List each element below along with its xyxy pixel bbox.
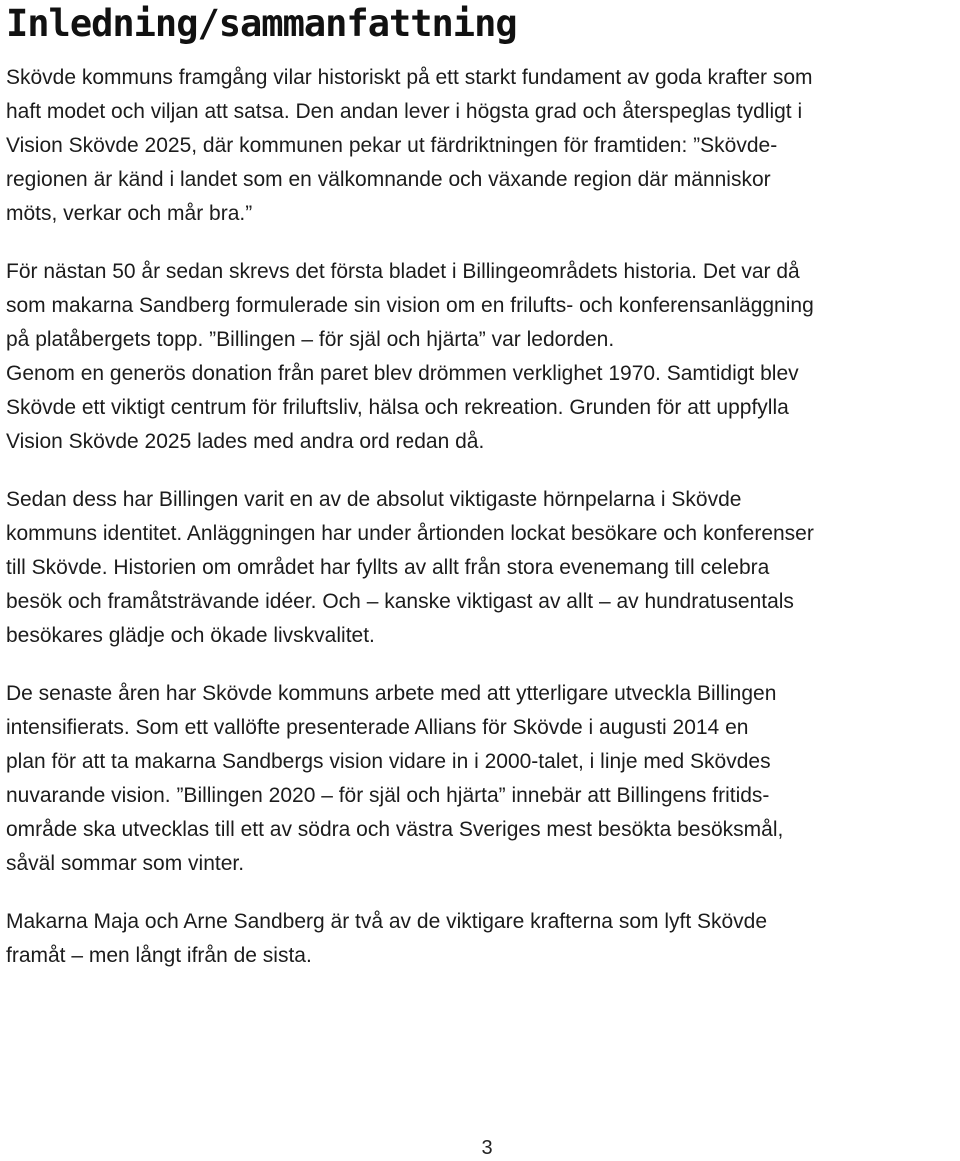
text-line: kommuns identitet. Anläggningen har under årtionden lockat besökare och konferenser (6, 522, 814, 545)
text-line: Vision Skövde 2025 lades med andra ord redan då. (6, 430, 485, 453)
text-line: regionen är känd i landet som en välkomnande och växande region där människor (6, 168, 771, 191)
paragraph-development (6, 677, 946, 881)
text-line: till Skövde. Historien om området har fyllts av allt från stora evenemang till celebra (6, 556, 770, 579)
text-line: på platåbergets topp. ”Billingen – för själ och hjärta” var ledorden. (6, 328, 615, 351)
page-title: Inledning/sammanfattning (6, 2, 517, 45)
text-line: För nästan 50 år sedan skrevs det första bladet i Billingeområdets historia. Det var då (6, 260, 800, 283)
text-line: besökares glädje och ökade livskvalitet. (6, 624, 375, 647)
paragraph-intro (6, 61, 946, 231)
text-line: nuvarande vision. ”Billingen 2020 – för själ och hjärta” innebär att Billingens fritids- (6, 784, 770, 807)
text-line: Sedan dess har Billingen varit en av de absolut viktigaste hörnpelarna i Skövde (6, 488, 742, 511)
text-line: haft modet och viljan att satsa. Den andan lever i högsta grad och återspeglas tydligt i (6, 100, 803, 123)
text-line: som makarna Sandberg formulerade sin vision om en frilufts- och konferensanläggning (6, 294, 814, 317)
body-text (6, 61, 946, 997)
text-line: De senaste åren har Skövde kommuns arbete med att ytterligare utveckla Billingen (6, 682, 777, 705)
text-line: Vision Skövde 2025, där kommunen pekar ut färdriktningen för framtiden: ”Skövde- (6, 134, 778, 157)
text-line: besök och framåtsträvande idéer. Och – kanske viktigast av allt – av hundratusentals (6, 590, 794, 613)
text-line: Makarna Maja och Arne Sandberg är två av de viktigare krafterna som lyft Skövde (6, 910, 768, 933)
text-line: möts, verkar och mår bra.” (6, 202, 253, 225)
paragraph-identity (6, 483, 946, 653)
text-line: plan för att ta makarna Sandbergs vision vidare in i 2000-talet, i linje med Skövdes (6, 750, 771, 773)
text-line: Skövde ett viktigt centrum för friluftsliv, hälsa och rekreation. Grunden för att uppfylla (6, 396, 789, 419)
paragraph-closing (6, 905, 946, 973)
paragraph-history (6, 255, 946, 459)
text-line: såväl sommar som vinter. (6, 852, 245, 875)
page-number: 3 (481, 1137, 493, 1159)
text-line: Genom en generös donation från paret blev drömmen verklighet 1970. Samtidigt blev (6, 362, 799, 385)
text-line: område ska utvecklas till ett av södra och västra Sveriges mest besökta besöksmål, (6, 818, 784, 841)
text-line: Skövde kommuns framgång vilar historiskt på ett starkt fundament av goda krafter som (6, 66, 813, 89)
text-line: framåt – men långt ifrån de sista. (6, 944, 312, 967)
text-line: intensifierats. Som ett vallöfte presenterade Allians för Skövde i augusti 2014 en (6, 716, 749, 739)
